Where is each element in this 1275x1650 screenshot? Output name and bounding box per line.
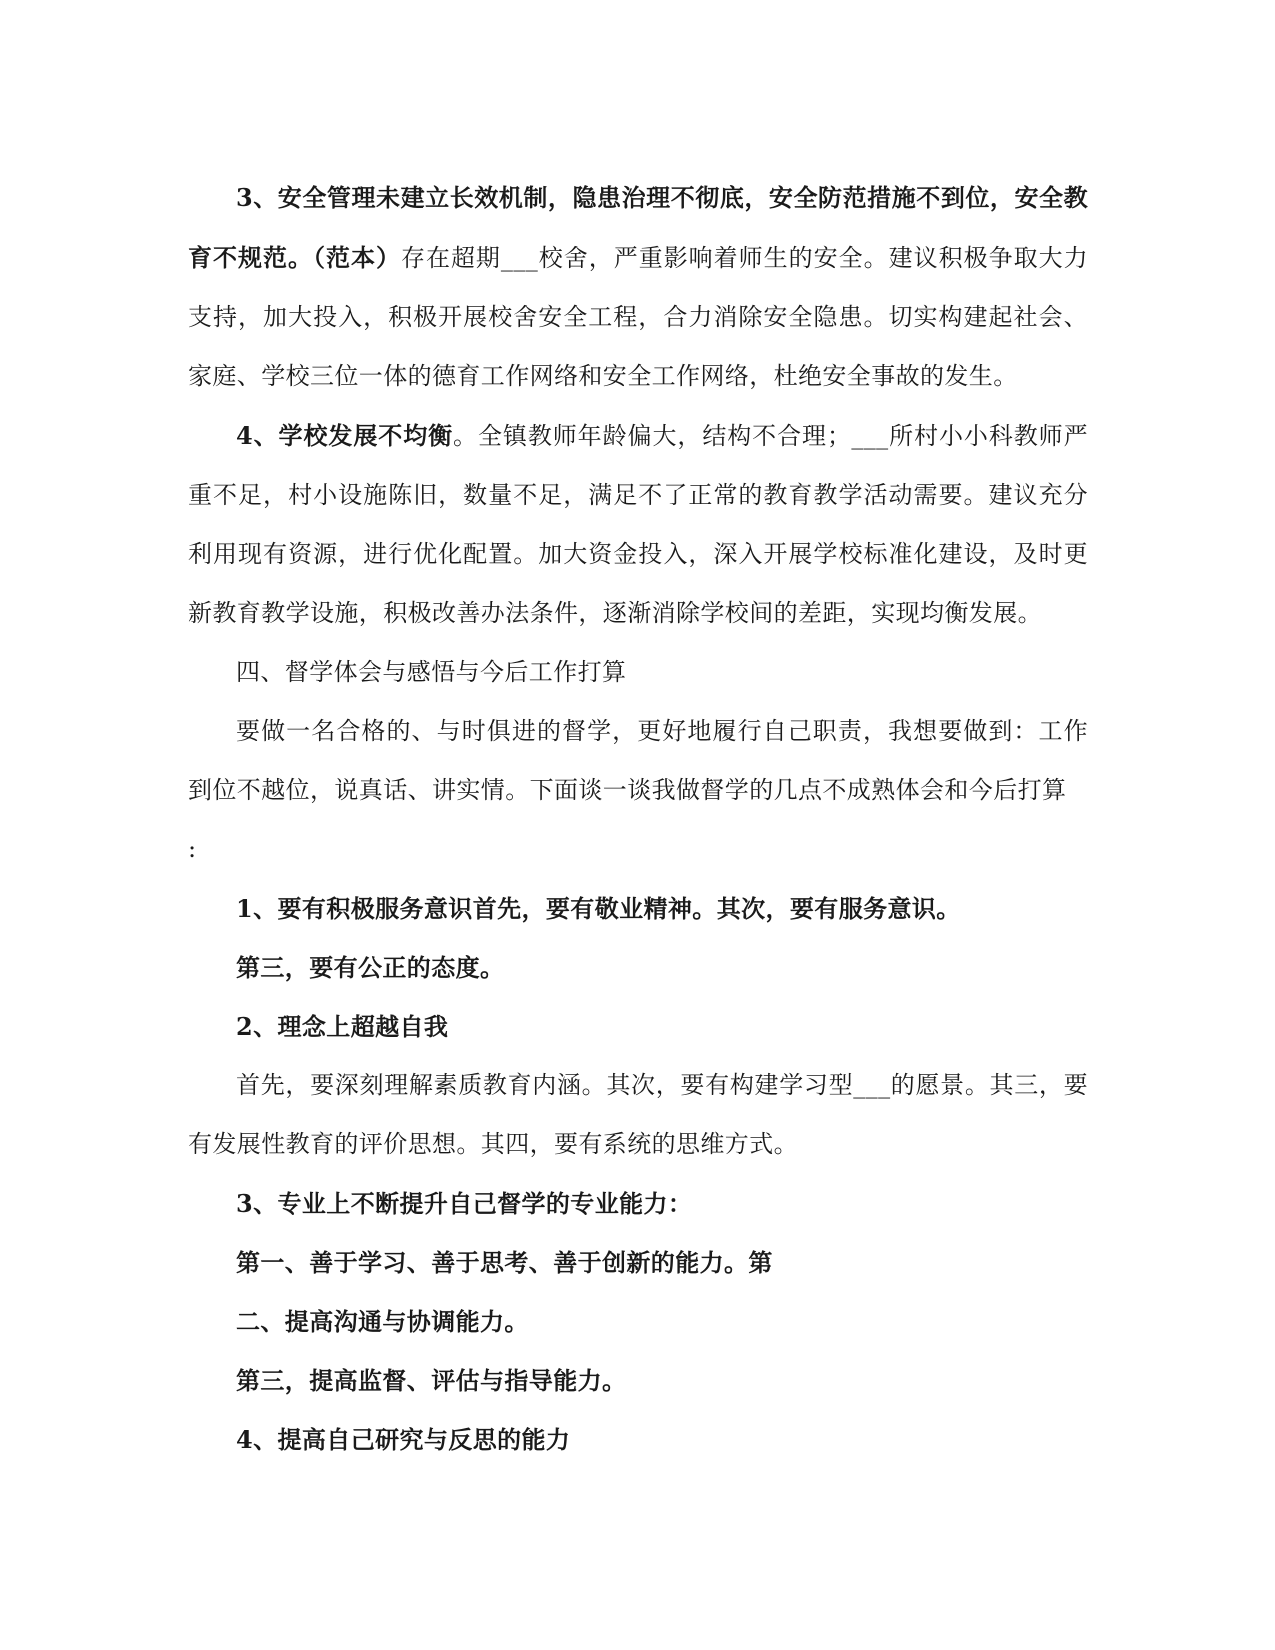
- paragraph-quality-education: 首先，要深刻理解素质教育内涵。其次，要有构建学习型___的愿景。其三，要有发展性教育的评价思想。其四，要有系统的思维方式。: [188, 1071, 1088, 1158]
- item-3-first-point: 第一、善于学习、善于思考、善于创新的能力。第: [236, 1248, 773, 1277]
- item-2-self-transcendence: 2、理念上超越自我: [236, 1012, 449, 1041]
- paragraph-supervisor-goals: 要做一名合格的、与时俱进的督学，更好地履行自己职责，我想要做到：工作到位不越位，说真话、讲实情。下面谈一谈我做督学的几点不成熟体会和今后打算: [188, 717, 1088, 804]
- item-1-third-point: 第三，要有公正的态度。: [236, 953, 505, 982]
- paragraph-safety-management: [188, 168, 1088, 406]
- stray-colon: :: [188, 835, 197, 863]
- item-3-professional-ability: 3、专业上不断提升自己督学的专业能力：: [236, 1189, 693, 1218]
- item-4-research-reflection: 4、提高自己研究与反思的能力: [236, 1425, 571, 1454]
- paragraph-development-text: 。全镇教师年龄偏大，结构不合理；___所村小小科教师严重不足，村小设施陈旧，数量不足，满足不了正常的教育教学活动需要。建议充分利用现有资源，进行优化配置。加大资金投入，深入开展学校标准化建设，及时更新教育教学设施，积极改善办法条件，逐渐消除学校间的差距，实现均衡发展。: [188, 422, 1088, 627]
- paragraph-school-development: [188, 406, 1088, 643]
- item-3-third-point: 第三，提高监督、评估与指导能力。: [236, 1366, 627, 1395]
- paragraph-development-heading: 4、学校发展不均衡: [236, 421, 454, 450]
- paragraph-safety-text: 存在超期___校舍，严重影响着师生的安全。建议积极争取大力支持，加大投入，积极开展校舍安全工程，合力消除安全隐患。切实构建起社会、家庭、学校三位一体的德育工作网络和安全工作网络，杜绝安全事故的发生。: [188, 244, 1088, 390]
- item-1-service-awareness: 1、要有积极服务意识首先，要有敬业精神。其次，要有服务意识。: [236, 894, 961, 923]
- section-heading-4: 四、督学体会与感悟与今后工作打算: [236, 658, 627, 686]
- document-body: [188, 168, 1088, 1469]
- paragraph-safety-heading: 3、安全管理未建立长效机制，隐患治理不彻底，安全防范措施不到位，安全教育不规范。（范本）: [188, 183, 1088, 272]
- item-3-second-point: 二、提高沟通与协调能力。: [236, 1307, 529, 1336]
